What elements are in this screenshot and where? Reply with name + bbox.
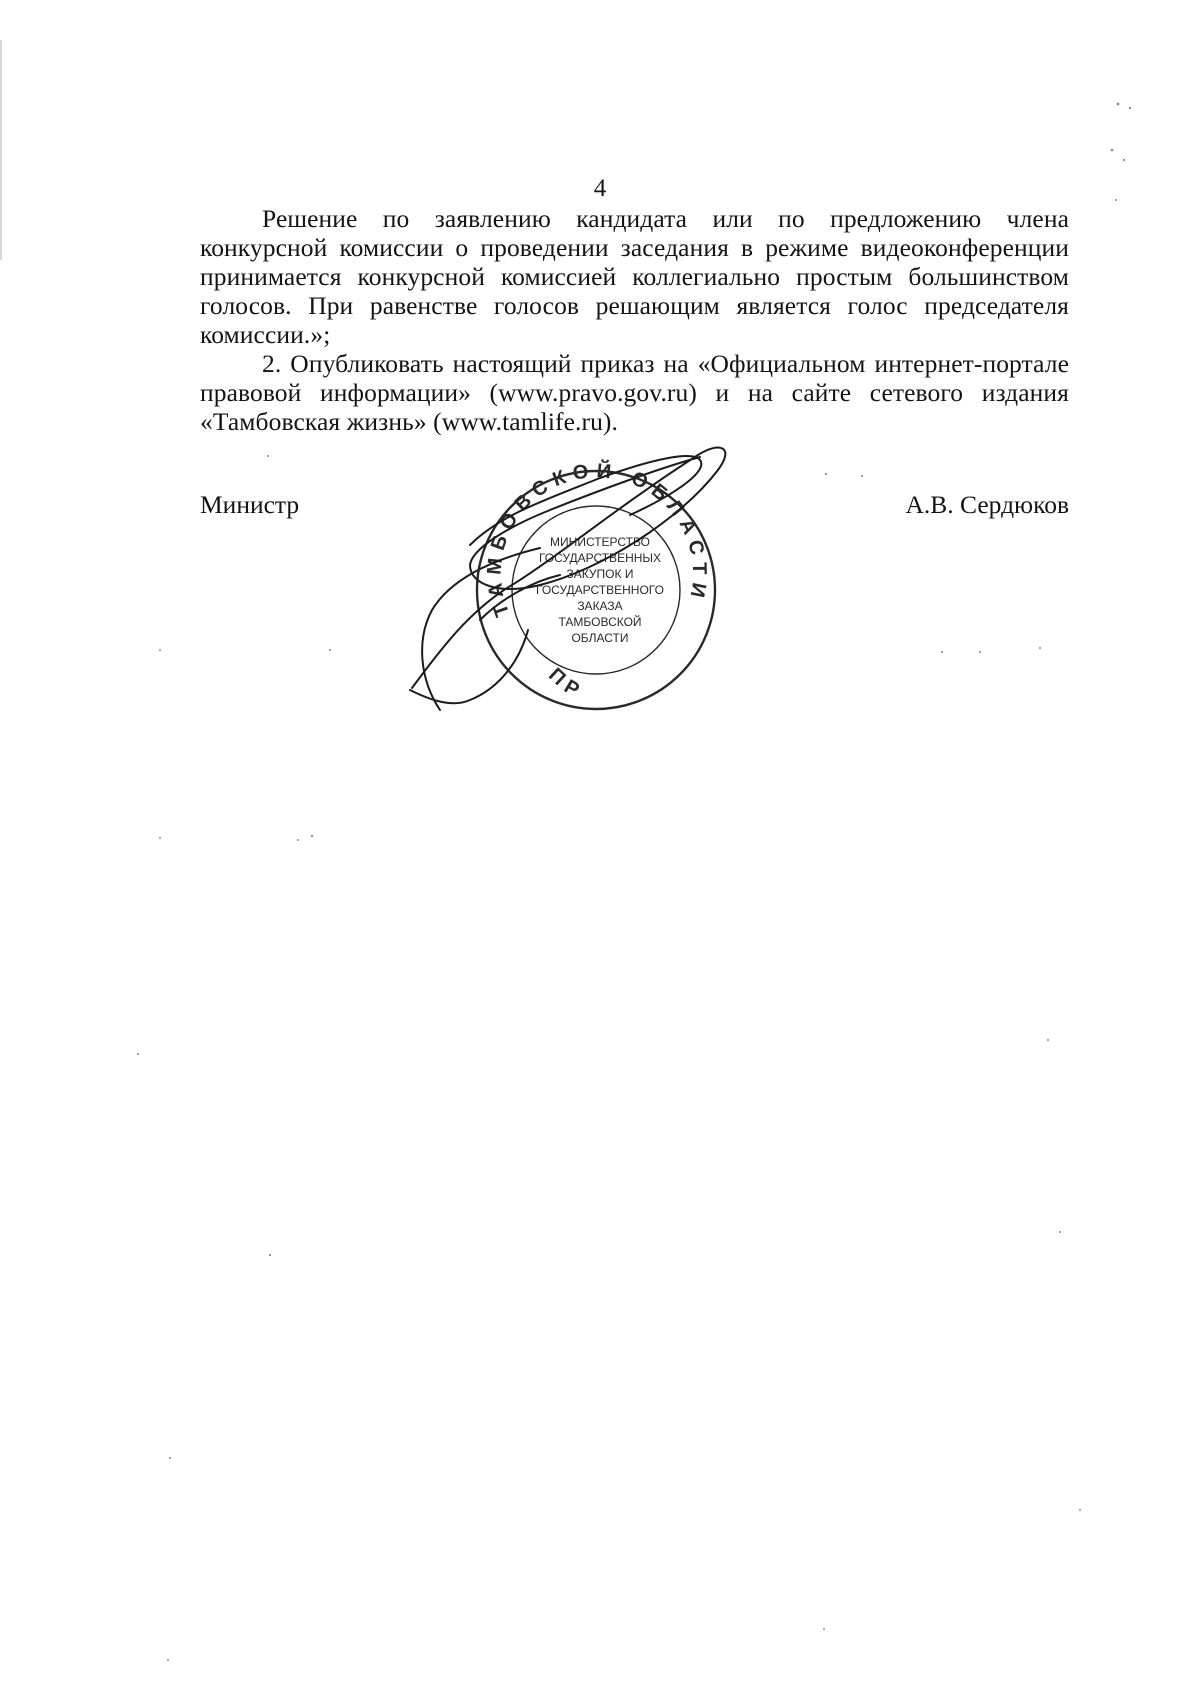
- svg-text:ОБЛАСТИ: ОБЛАСТИ: [571, 631, 629, 645]
- svg-text:ТАМБОВСКОЙ ОБЛАСТИ: ТАМБОВСКОЙ ОБЛАСТИ: [483, 459, 711, 620]
- svg-text:ТАМБОВСКОЙ: ТАМБОВСКОЙ: [558, 615, 642, 629]
- handwritten-signature: [410, 448, 725, 710]
- document-body: [200, 204, 1069, 436]
- paragraph: Решение по заявлению кандидата или по предложению члена конкурсной комиссии о проведении заседания в режиме видеоконференции принимается конкурсной комиссией коллегиально простым большинством голосов. При равенстве голосов решающим является голос председателя комиссии.»;: [200, 204, 1069, 349]
- svg-text:ЗАКУПОК И: ЗАКУПОК И: [566, 567, 634, 581]
- svg-text:ГОСУДАРСТВЕННОГО: ГОСУДАРСТВЕННОГО: [536, 583, 664, 597]
- signer-name: А.В. Сердюков: [905, 490, 1069, 519]
- signature-block: [200, 490, 1069, 524]
- svg-text:ПР: ПР: [544, 663, 589, 705]
- page-number: 4: [593, 175, 607, 202]
- paragraph: 2. Опубликовать настоящий приказ на «Официальном интернет-портале правовой информации» (www.pravo.gov.ru) и на сайте сетевого издания «Тамбовская жизнь» (www.tamlife.ru).: [200, 349, 1069, 436]
- seal-inner-text: [536, 535, 664, 645]
- signer-title: Министр: [200, 490, 300, 519]
- svg-text:МИНИСТЕРСТВО: МИНИСТЕРСТВО: [550, 535, 650, 549]
- svg-text:ГОСУДАРСТВЕННЫХ: ГОСУДАРСТВЕННЫХ: [538, 551, 662, 565]
- svg-text:ЗАКАЗА: ЗАКАЗА: [577, 599, 623, 613]
